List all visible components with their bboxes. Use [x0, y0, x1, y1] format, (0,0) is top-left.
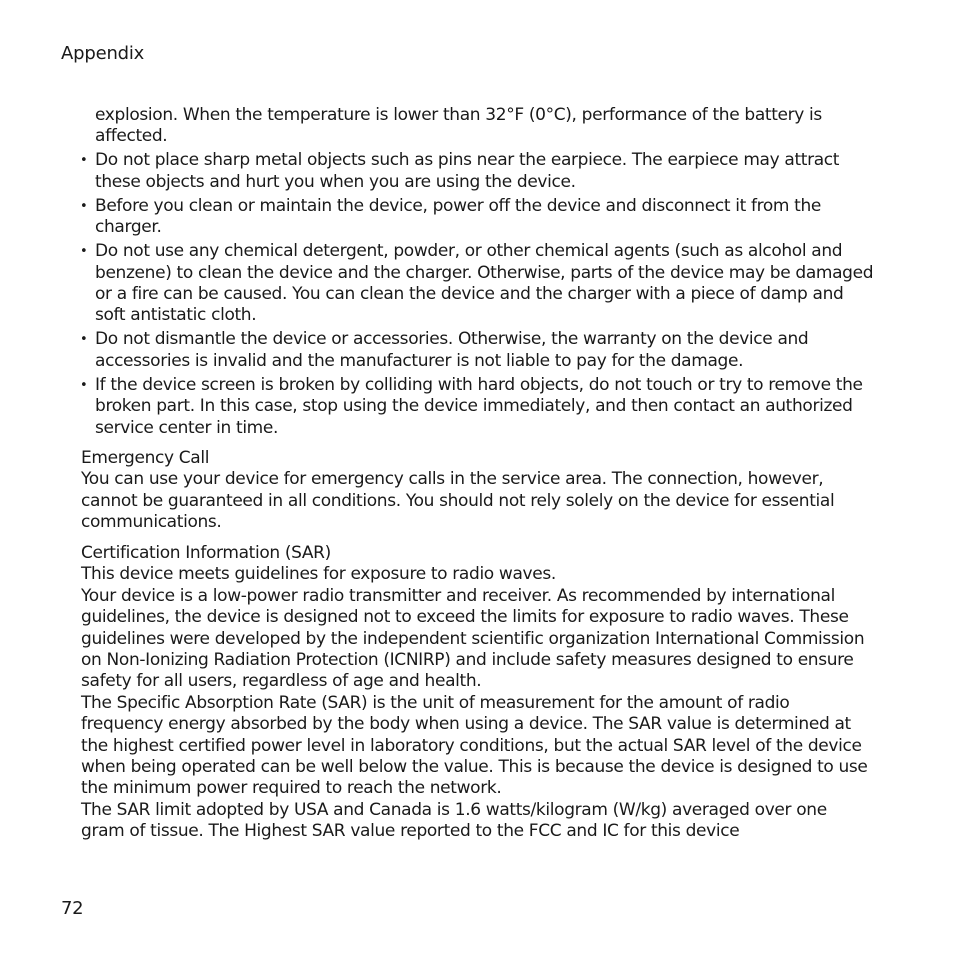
- list-item: [78, 196, 878, 239]
- page-number: 72: [61, 898, 84, 919]
- list-item: [78, 375, 878, 439]
- section-paragraph: The SAR limit adopted by USA and Canada is 1.6 watts/kilogram (W/kg) averaged over one gram of tissue. The Highest SAR value reported to the FCC and IC for this device: [81, 799, 827, 842]
- list-item-text: explosion. When the temperature is lower than 32°F (0°C), performance of the battery is affected.: [95, 105, 822, 147]
- list-item-text: Do not dismantle the device or accessories. Otherwise, the warranty on the device and accessories is invalid and the manufacturer is not liable to pay for the damage.: [95, 329, 809, 371]
- list-item-text: Before you clean or maintain the device, power off the device and disconnect it from the charger.: [95, 195, 822, 238]
- bullet-icon: •: [80, 244, 88, 260]
- certification-section: [81, 543, 871, 843]
- bullet-icon: •: [80, 198, 88, 214]
- section-paragraph: This device meets guidelines for exposure to radio waves.: [81, 564, 556, 585]
- list-item-continued: [78, 105, 878, 148]
- section-paragraph: Your device is a low-power radio transmitter and receiver. As recommended by international guidelines, the device is designed not to exceed the limits for exposure to radio waves. These guidelines were developed by the independent scientific organization International Commission on Non-Ionizing Radiation Protection (ICNIRP) and include safety measures designed to ensure safety for all users, regardless of age and health.: [81, 585, 865, 692]
- bullet-icon: •: [80, 332, 88, 348]
- list-item: [78, 150, 878, 193]
- list-item-text: If the device screen is broken by colliding with hard objects, do not touch or try to remove the broken part. In this case, stop using the device immediately, and then contact an authorized service center in time.: [95, 374, 863, 438]
- list-item-text: Do not place sharp metal objects such as pins near the earpiece. The earpiece may attract these objects and hurt you when you are using the device.: [95, 150, 840, 192]
- list-item-text: Do not use any chemical detergent, powder, or other chemical agents (such as alcohol and benzene) to clean the device and the charger. Otherwise, parts of the device may be damaged or a fire can be caused. You can clean the device and the charger with a piece of damp and soft antistatic cloth.: [95, 241, 874, 326]
- bullet-icon: •: [80, 153, 88, 169]
- list-item: [78, 329, 878, 372]
- section-heading: Certification Information (SAR): [81, 543, 331, 563]
- bullet-icon: •: [80, 377, 88, 393]
- safety-bullet-list: [78, 105, 878, 442]
- emergency-call-section: [81, 448, 871, 534]
- running-header: Appendix: [61, 43, 145, 64]
- list-item: [78, 241, 878, 327]
- section-paragraph: The Specific Absorption Rate (SAR) is the unit of measurement for the amount of radio frequency energy absorbed by the body when using a device. The SAR value is determined at the highest certified power level in laboratory conditions, but the actual SAR level of the device when being operated can be well below the value. This is because the device is designed to use the minimum power required to reach the network.: [81, 692, 868, 799]
- section-heading: Emergency Call: [81, 448, 210, 468]
- section-paragraph: You can use your device for emergency calls in the service area. The connection, however, cannot be guaranteed in all conditions. You should not rely solely on the device for essential communications.: [81, 469, 835, 533]
